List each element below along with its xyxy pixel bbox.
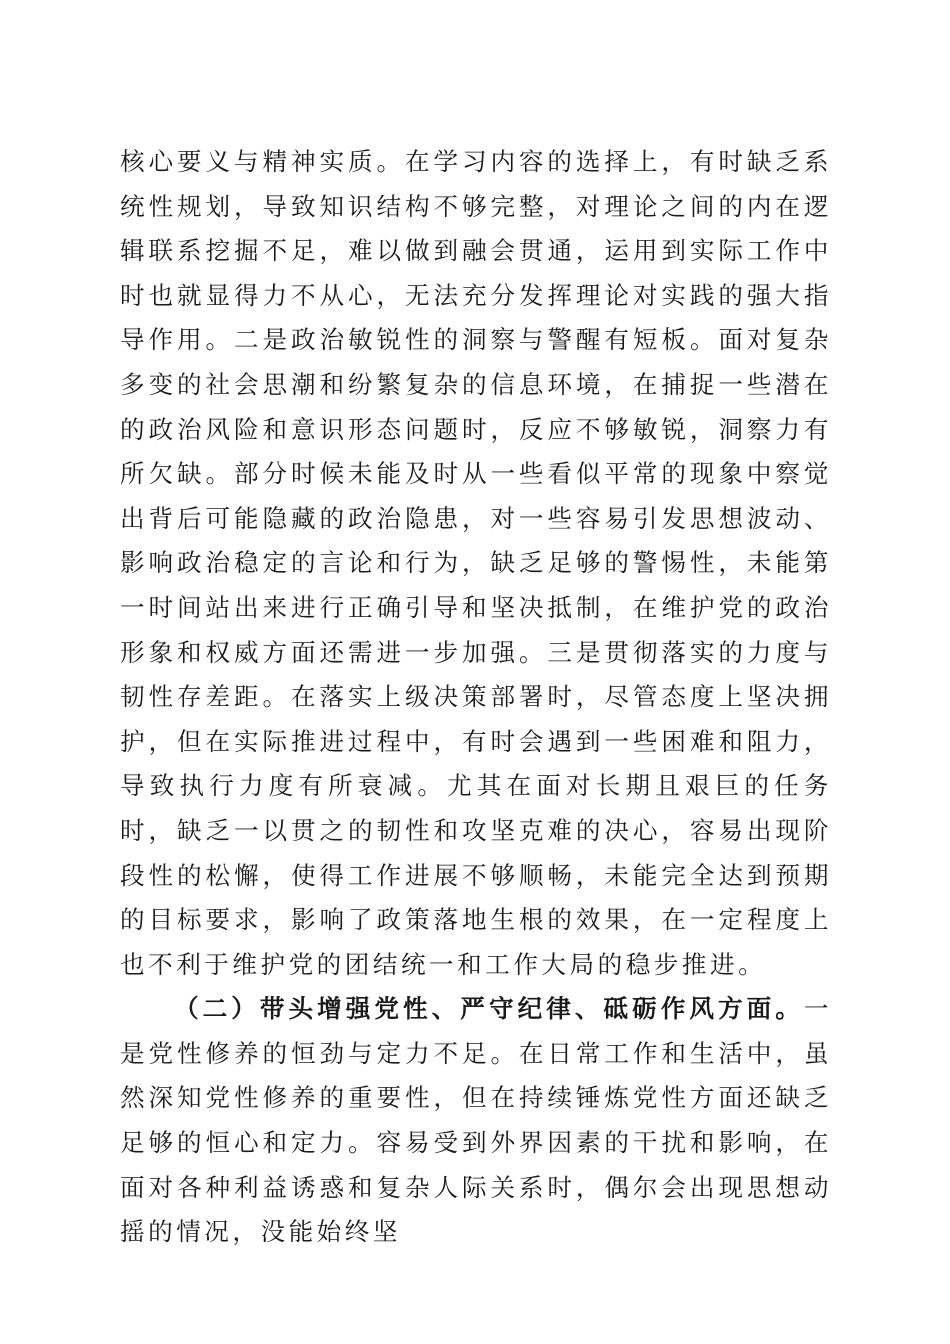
document-body <box>120 140 832 1255</box>
paragraph-2-text: 一是党性修养的恒劲与定力不足。在日常工作和生活中，虽然深知党性修养的重要性，但在持续锤炼党性方面还缺乏足够的恒心和定力。容易受到外界因素的干扰和影响，在面对各种利益诱惑和复杂人际关系时，偶尔会出现思想动摇的情况，没能始终坚 <box>120 994 832 1247</box>
paragraph-1-text: 核心要义与精神实质。在学习内容的选择上，有时缺乏系统性规划，导致知识结构不够完整，对理论之间的内在逻辑联系挖掘不足，难以做到融会贯通，运用到实际工作中时也就显得力不从心，无法充分发挥理论对实践的强大指导作用。二是政治敏锐性的洞察与警醒有短板。面对复杂多变的社会思潮和纷繁复杂的信息环境，在捕捉一些潜在的政治风险和意识形态问题时，反应不够敏锐，洞察力有所欠缺。部分时候未能及时从一些看似平常的现象中察觉出背后可能隐藏的政治隐患，对一些容易引发思想波动、影响政治稳定的言论和行为，缺乏足够的警惕性，未能第一时间站出来进行正确引导和坚决抵制，在维护党的政治形象和权威方面还需进一步加强。三是贯彻落实的力度与韧性存差距。在落实上级决策部署时，尽管态度上坚决拥护，但在实际推进过程中，有时会遇到一些困难和阻力，导致执行力度有所衰减。尤其在面对长期且艰巨的任务时，缺乏一以贯之的韧性和攻坚克难的决心，容易出现阶段性的松懈，使得工作进展不够顺畅，未能完全达到预期的目标要求，影响了政策落地生根的效果，在一定程度上也不利于维护党的团结统一和工作大局的稳步推进。 <box>120 147 832 979</box>
section-heading: （二）带头增强党性、严守纪律、砥砺作风方面。 <box>174 994 804 1024</box>
paragraph-2 <box>120 987 832 1255</box>
paragraph-1 <box>120 140 832 987</box>
